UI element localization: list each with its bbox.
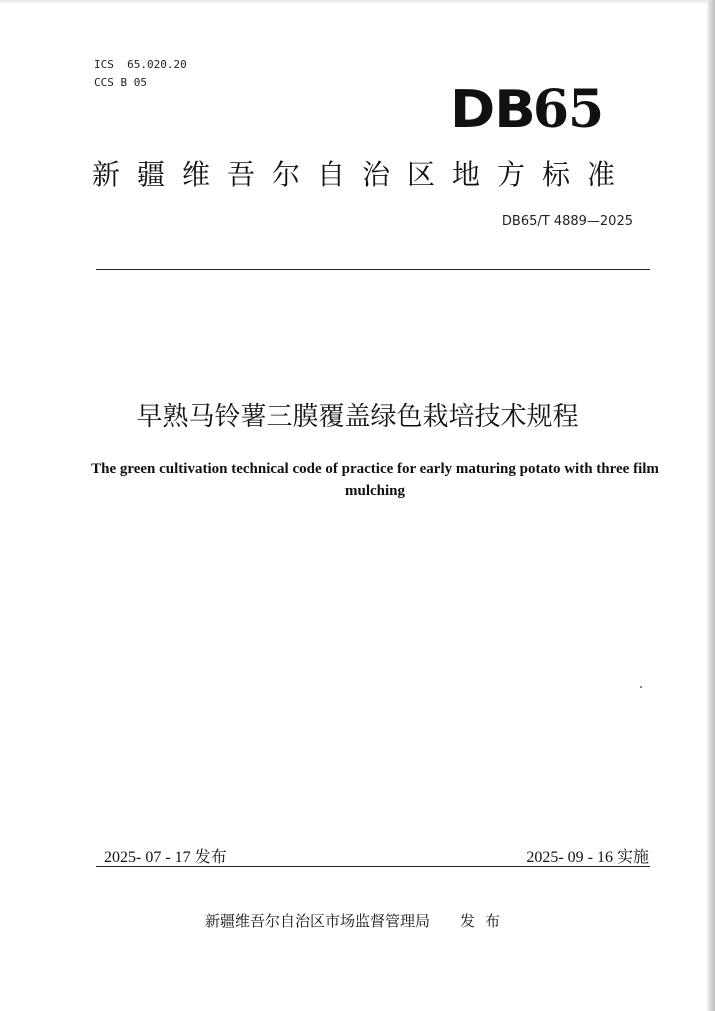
logo-number-text: 65 [532,79,604,140]
scan-top-edge [0,0,715,4]
scan-speck [640,686,642,688]
top-divider [96,269,650,270]
title-chinese: 早熟马铃薯三膜覆盖绿色栽培技术规程 [136,402,579,432]
ccs-code: CCS B 05 [94,76,147,89]
ics-code: ICS 65.020.20 [94,58,187,71]
logo-db-text: DB [449,80,535,140]
standard-number: DB65/T 4889—2025 [501,214,633,229]
publisher-name: 新疆维吾尔自治区市场监督管理局 [205,912,431,930]
scan-right-edge [707,0,715,1011]
issuing-authority-heading: 新疆维吾尔自治区地方标准 [92,158,633,191]
classification-codes [94,56,187,92]
db65-logo [449,79,604,140]
publisher-line [205,910,510,931]
issue-date: 2025- 07 - 17 发布 [104,849,227,866]
publisher-action: 发布 [460,912,511,930]
bottom-divider [96,866,650,867]
title-english: The green cultivation technical code of practice for early maturing potato with three film mulching [91,461,659,499]
effective-date: 2025- 09 - 16 实施 [526,849,649,866]
